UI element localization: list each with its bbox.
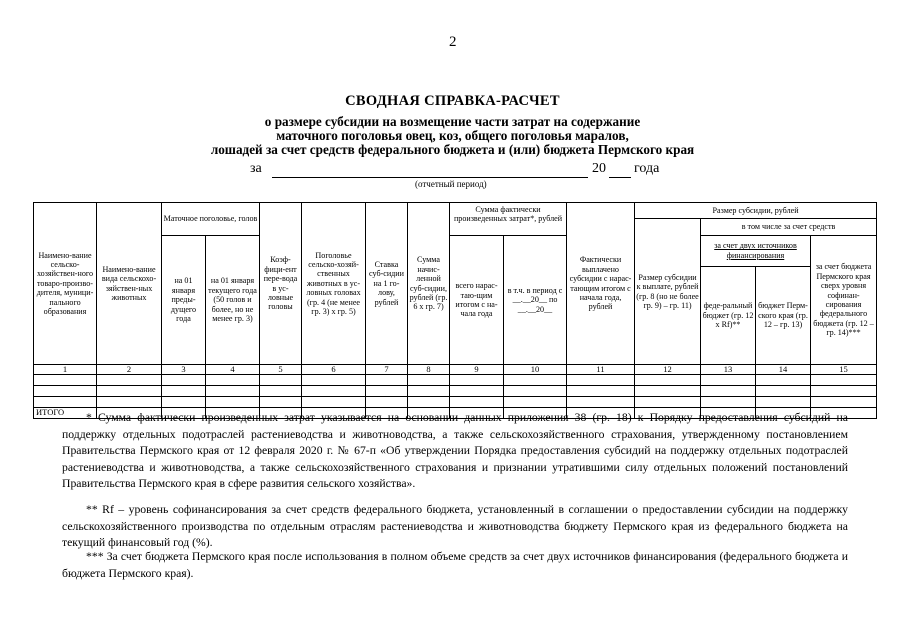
total-label: ИТОГО <box>34 408 97 419</box>
footnote-2-text: ** Rf – уровень софинансирования за счет средств федерального бюджета, установленный в соглашении о предоставлении субсидии на поддержку сельскохозяйственного производства по отдельным отраслям растениеводства и животноводства бюджету Пермского края из федерального бюджета на текущий финансовый год (%). <box>62 503 848 549</box>
header-costs-in-period: в т.ч. в период с __.__20__ по __.__20__ <box>504 236 567 365</box>
header-conditional-heads: Поголовье сельско-хозяй-ственных животных в ус-ловных головах (гр. 4 (не менее гр. 3) х гр. 5) <box>302 203 366 365</box>
header-perm-budget: бюджет Перм-ского края (гр. 12 – гр. 13) <box>758 301 808 329</box>
column-number: 14 <box>756 365 811 375</box>
table-row <box>34 397 877 408</box>
column-number: 11 <box>567 365 635 375</box>
column-number: 3 <box>162 365 206 375</box>
header-actual-costs: Сумма фактически произведенных затрат*, рублей <box>450 203 567 236</box>
column-number: 5 <box>260 365 302 375</box>
table-row <box>34 375 877 386</box>
subtitle-line-2: маточного поголовья овец, коз, общего поголовья маралов, <box>276 128 629 143</box>
period-year-prefix: 20 <box>592 161 606 176</box>
header-perm-over-cofinancing: за счет бюджета Пермского края сверх уровня софинан-сирования федерального бюджета (гр. 12 – гр. 14)*** <box>811 236 877 365</box>
column-number: 2 <box>97 365 162 375</box>
two-sources-group <box>701 236 811 365</box>
subsidy-calculation-table <box>33 202 877 419</box>
header-subsidy-amount: Размер субсидии, рублей <box>635 203 877 219</box>
header-including-funds: в том числе за счет средств <box>701 219 877 236</box>
footnote-1-text: * Сумма фактически произведенных затрат указывается на основании данных приложения 38 (гр. 18) к Порядку предоставления субсидий на поддержку отдельных подотраслей растениеводства и животноводства, а также сельскохозяйственного страхования, утвержденному постановлением Правительства Пермского края от 12 февраля 2020 г. № 67-п «Об утверждении Порядка предоставления субсидий на поддержку отдельных подотраслей растениеводства и животноводства, а также сельскохозяйственного страхования и признании утратившими силу отдельных положений постановлений Правительства Пермского края в сфере развития сельского хозяйства». <box>62 411 848 490</box>
column-number: 7 <box>366 365 408 375</box>
footnote-1 <box>62 410 848 493</box>
document-title: СВОДНАЯ СПРАВКА-РАСЧЕТ <box>345 93 560 109</box>
footnote-3 <box>62 549 848 582</box>
footnote-2 <box>62 502 848 552</box>
column-number: 4 <box>206 365 260 375</box>
column-numbers-row <box>34 365 877 375</box>
column-number: 12 <box>635 365 701 375</box>
column-number: 13 <box>701 365 756 375</box>
header-two-sources: за счет двух источников финансирования <box>701 236 810 266</box>
header-costs-total: всего нарас-таю-щим итогом с на-чала года <box>450 236 504 365</box>
column-number: 9 <box>450 365 504 375</box>
header-animal-type: Наимено-вание вида сельскохо-зяйствен-ных животных <box>97 203 162 365</box>
column-number: 1 <box>34 365 97 375</box>
column-number: 10 <box>504 365 567 375</box>
header-producer: Наимено-вание сельско-хозяйствен-ного товаро-произво-дителя, муници-пального образования <box>34 203 97 365</box>
header-federal-budget: феде-ральный бюджет (гр. 12 х Rf)** <box>701 266 756 364</box>
subtitle-line-1: о размере субсидии на возмещение части затрат на содержание <box>264 114 641 129</box>
period-caption: (отчетный период) <box>415 179 487 189</box>
period-blank-line <box>272 177 588 178</box>
column-number: 15 <box>811 365 877 375</box>
header-paid-subsidy: Фактически выплачено субсидии с нарас-тающим итогом с начала года, рублей <box>567 203 635 365</box>
footnote-3-text: *** За счет бюджета Пермского края после использования в полном объеме средств за счет двух источников финансирования (федерального бюджета и бюджета Пермского края). <box>62 550 848 580</box>
period-suffix: года <box>634 161 660 176</box>
header-payable-subsidy: Размер субсидии к выплате, рублей (гр. 8 (но не более гр. 9) – гр. 11) <box>635 219 701 365</box>
column-number: 8 <box>408 365 450 375</box>
header-prev-year-stock: на 01 января преды-дущего года <box>162 236 206 365</box>
page-number: 2 <box>449 34 457 50</box>
table-row <box>34 386 877 397</box>
header-current-year-stock: на 01 января текущего года (50 голов и более, но не менее гр. 3) <box>206 236 260 365</box>
header-maternal-stock: Маточное поголовье, голов <box>162 203 260 236</box>
header-accrued-subsidy: Сумма начис-ленной суб-сидии, рублей (гр. 6 х гр. 7) <box>408 203 450 365</box>
column-number: 6 <box>302 365 366 375</box>
header-rate-per-head: Ставка суб-сидии на 1 го-лову, рублей <box>366 203 408 365</box>
period-prefix: за <box>250 161 262 176</box>
year-blank-line <box>609 177 631 178</box>
header-conversion-coefficient: Коэф-фици-ент пере-вода в ус-ловные головы <box>260 203 302 365</box>
subtitle-line-3: лошадей за счет средств федерального бюджета и (или) бюджета Пермского края <box>210 142 695 157</box>
